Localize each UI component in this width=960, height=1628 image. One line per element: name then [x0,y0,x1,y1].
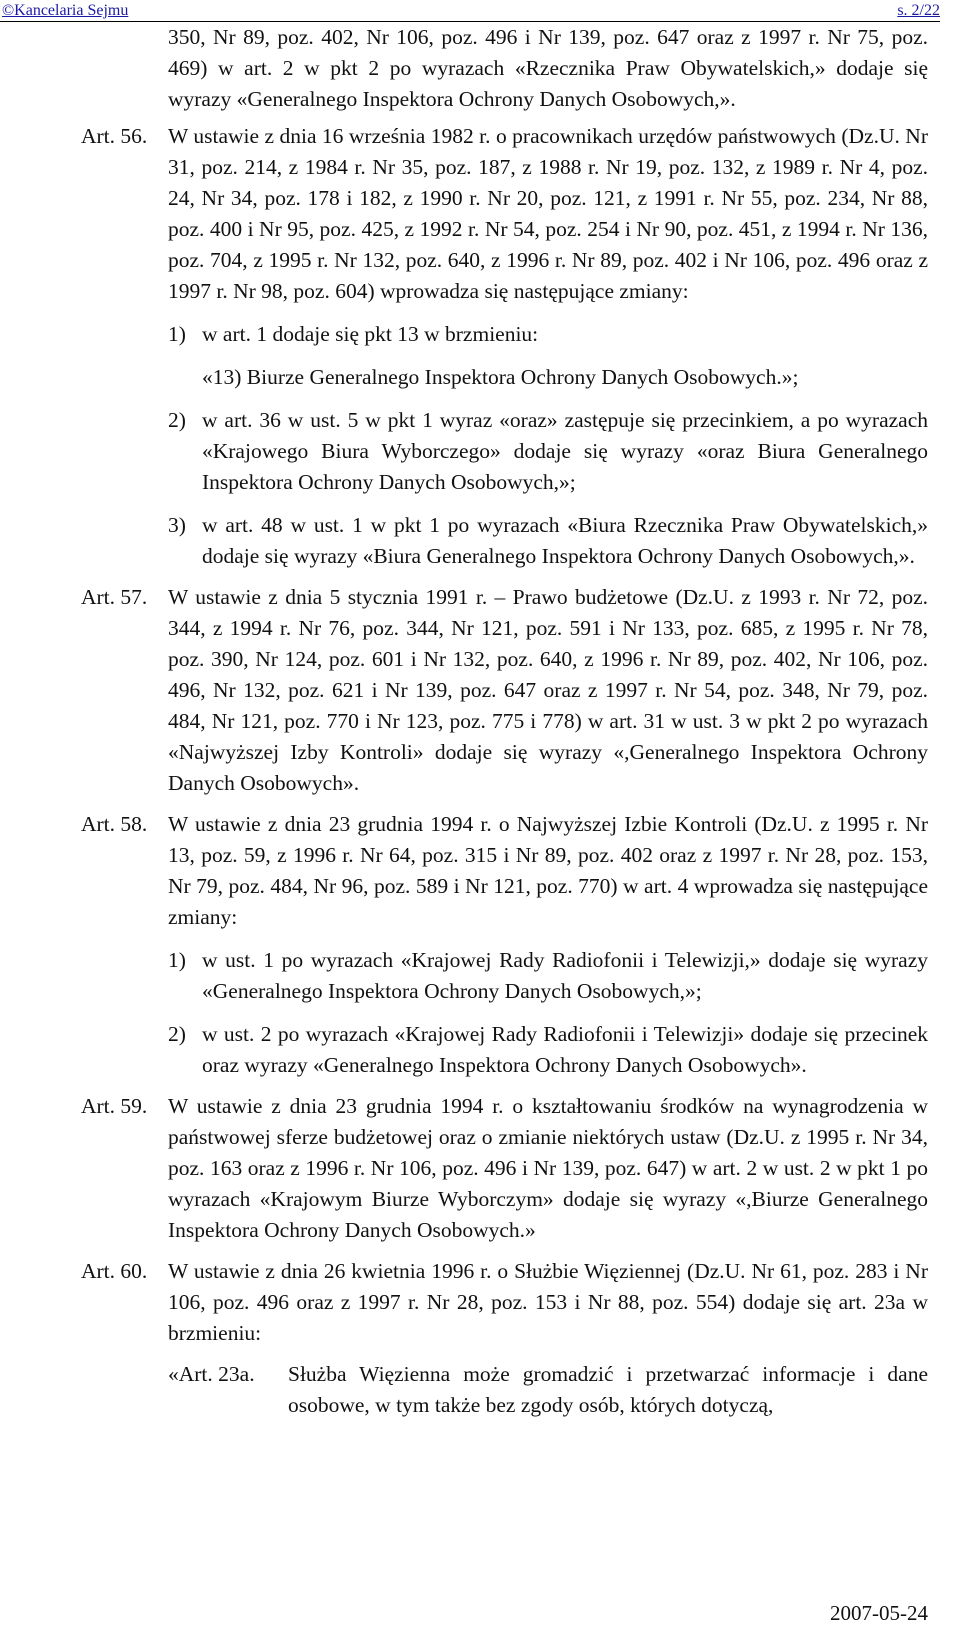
article-60-label: Art. 60. [81,1259,148,1283]
publisher-link[interactable]: ©Kancelaria Sejmu [2,2,129,19]
footer-date: 2007-05-24 [830,1601,928,1625]
point-text: w ust. 2 po wyrazach «Krajowej Rady Radiofonii i Telewizji» dodaje się przecinek oraz wyrazy «Generalnego Inspektora Ochrony Danych Osobowych». [202,1022,928,1077]
article-57-text: W ustawie z dnia 5 stycznia 1991 r. – Prawo budżetowe (Dz.U. z 1993 r. Nr 72, poz. 344, z 1994 r. Nr 76, poz. 344, Nr 121, poz. 591 i Nr 133, poz. 685, z 1995 r. Nr 78, poz. 390, Nr 124, poz. 601 i Nr 132, poz. 640, z 1996 r. Nr 89, poz. 402, Nr 106, poz. 496, Nr 132, poz. 621 i Nr 139, poz. 647 oraz z 1997 r. Nr 54, poz. 348, Nr 79, poz. 484, Nr 121, poz. 770 i Nr 123, poz. 775 i 778) w art. 31 w ust. 3 w pkt 2 po wyrazach «Najwyższej Izby Kontroli» dodaje się wyrazy «,Generalnego Inspektora Ochrony Danych Osobowych». [168,585,928,795]
article-56-text: W ustawie z dnia 16 września 1982 r. o pracownikach urzędów państwowych (Dz.U. Nr 31, poz. 214, z 1984 r. Nr 35, poz. 187, z 1988 r. Nr 19, poz. 132, z 1989 r. Nr 4, poz. 24, Nr 34, poz. 178 i 182, z 1990 r. Nr 20, poz. 121, z 1991 r. Nr 55, poz. 234, Nr 88, poz. 400 i Nr 95, poz. 425, z 1992 r. Nr 54, poz. 254 i Nr 90, poz. 451, z 1994 r. Nr 136, poz. 704, z 1995 r. Nr 132, poz. 640, z 1996 r. Nr 89, poz. 402 i Nr 106, poz. 496 oraz z 1997 r. Nr 98, poz. 604) wprowadza się następujące zmiany: [168,124,928,303]
article-60 [0,1256,960,1349]
point-number: 1) [168,322,186,346]
article-57 [0,582,960,799]
article-58-point-2 [0,1019,960,1081]
point-number: 2) [168,408,186,432]
article-58 [0,809,960,933]
page-header [0,2,940,22]
article-56-label: Art. 56. [81,124,148,148]
point-number: 3) [168,513,186,537]
article-56-point-2 [0,405,960,498]
article-58-label: Art. 58. [81,812,148,836]
quoted-article-label: «Art. 23a. [168,1362,255,1386]
article-58-point-1 [0,945,960,1007]
article-60-text: W ustawie z dnia 26 kwietnia 1996 r. o Służbie Więziennej (Dz.U. Nr 61, poz. 283 i Nr 106, poz. 496 oraz z 1997 r. Nr 28, poz. 153 i Nr 88, poz. 554) dodaje się art. 23a w brzmieniu: [168,1259,928,1345]
article-56-point-1 [0,319,960,350]
article-59-label: Art. 59. [81,1094,148,1118]
point-text: w art. 1 dodaje się pkt 13 w brzmieniu: [202,322,539,346]
article-58-text: W ustawie z dnia 23 grudnia 1994 r. o Najwyższej Izbie Kontroli (Dz.U. z 1995 r. Nr 13, poz. 59, z 1996 r. Nr 64, poz. 315 i Nr 89, poz. 402 oraz z 1997 r. Nr 28, poz. 153, Nr 79, poz. 484, Nr 96, poz. 589 i Nr 121, poz. 770) w art. 4 wprowadza się następujące zmiany: [168,812,928,929]
article-59 [0,1091,960,1246]
point-number: 2) [168,1022,186,1046]
point-text: w ust. 1 po wyrazach «Krajowej Rady Radiofonii i Telewizji,» dodaje się wyrazy «Generalnego Inspektora Ochrony Danych Osobowych,»; [202,948,928,1003]
point-number: 1) [168,948,186,972]
quoted-article-text: Służba Więzienna może gromadzić i przetwarzać informacje i dane osobowe, w tym także bez zgody osób, których dotyczą, [288,1362,928,1417]
page-number-link[interactable]: s. 2/22 [897,2,940,19]
article-56 [0,121,960,307]
article-56-point-3 [0,510,960,572]
article-56-point-1-quote: «13) Biurze Generalnego Inspektora Ochrony Danych Osobowych.»; [202,365,799,389]
point-text: w art. 36 w ust. 5 w pkt 1 wyraz «oraz» zastępuje się przecinkiem, a po wyrazach «Krajowego Biura Wyborczego» dodaje się wyrazy «oraz Biura Generalnego Inspektora Ochrony Danych Osobowych,»; [202,408,928,494]
document-body [0,22,960,1421]
intro-paragraph: 350, Nr 89, poz. 402, Nr 106, poz. 496 i Nr 139, poz. 647 oraz z 1997 r. Nr 75, poz. 469) w art. 2 w pkt 2 po wyrazach «Rzecznika Praw Obywatelskich,» dodaje się wyrazy «Generalnego Inspektora Ochrony Danych Osobowych,». [168,25,928,111]
quoted-article-23a [0,1359,960,1421]
article-57-label: Art. 57. [81,585,148,609]
point-text: w art. 48 w ust. 1 w pkt 1 po wyrazach «Biura Rzecznika Praw Obywatelskich,» dodaje się wyrazy «Biura Generalnego Inspektora Ochrony Danych Osobowych,». [202,513,928,568]
article-59-text: W ustawie z dnia 23 grudnia 1994 r. o kształtowaniu środków na wynagrodzenia w państwowej sferze budżetowej oraz o zmianie niektórych ustaw (Dz.U. z 1995 r. Nr 34, poz. 163 oraz z 1996 r. Nr 106, poz. 496 i Nr 139, poz. 647) w art. 2 w ust. 2 w pkt 1 po wyrazach «Krajowym Biurze Wyborczym» dodaje się wyrazy «,Biurze Generalnego Inspektora Ochrony Danych Osobowych.» [168,1094,928,1242]
